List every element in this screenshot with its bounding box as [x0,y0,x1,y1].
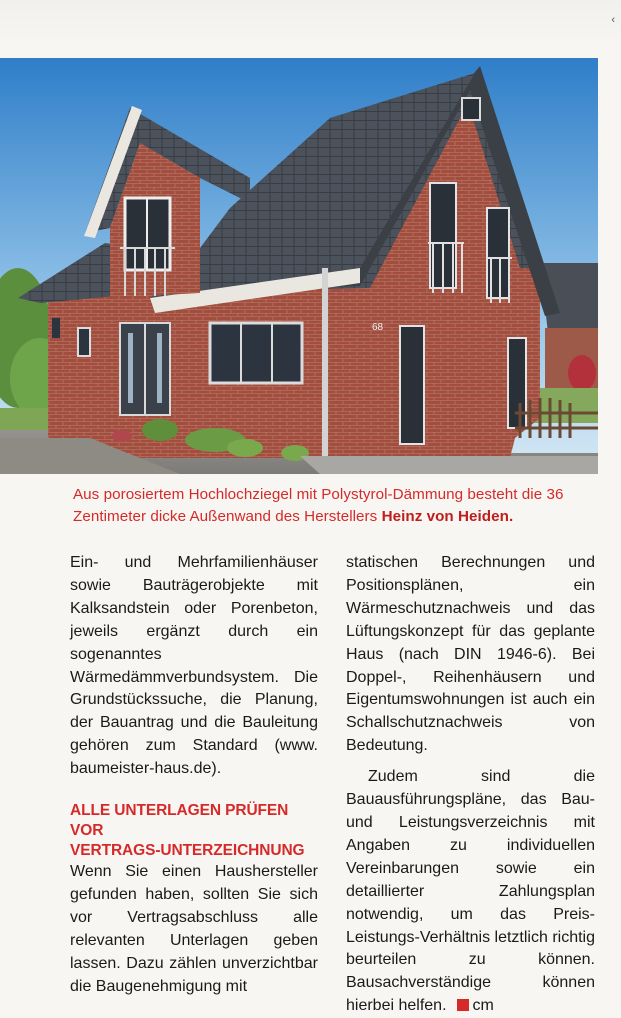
article-paragraph-final [346,766,595,1018]
section-heading [70,801,318,861]
article-column-left [70,552,318,999]
caption-text: Aus porosiertem Hochlochziegel mit Polystyrol-Dämmung besteht die 36 Zentimeter dicke Außenwand des Herstellers [73,486,564,525]
article-paragraph: Wenn Sie einen Haushersteller gefunden haben, sollten Sie sich vor Vertragsabschluss alle relevanten Unterlagen geben lassen. Dazu zählen unverzichtbar die Baugenehmigung mit [70,863,318,995]
house-number: 68 [372,322,384,333]
caption-manufacturer: Heinz von Heiden. [381,508,514,525]
section-heading-line: VERTRAGS-UNTERZEICHNUNG [70,842,305,860]
house-illustration [0,58,598,474]
house-photo [0,58,598,474]
page-number: ‹ [611,14,615,26]
author-initials: cm [472,997,494,1015]
article-paragraph-text: Zudem sind die Bauausführungspläne, das Bau- und Leistungsverzeichnis mit Angaben zu individuellen Vereinbarungen sowie ein detaillierter Zahlungsplan notwendig, um das Preis-Leistungs-Verhältnis letztlich richtig beurteilen zu können. Bausachverständige können hierbei helfen. [346,768,596,1015]
section-heading-line: ALLE UNTERLAGEN PRÜFEN VOR [70,802,289,840]
photo-caption [73,484,601,528]
end-of-article-square-icon [457,999,469,1011]
top-margin [0,0,621,40]
article-column-right [346,552,595,1018]
article-paragraph: statischen Berechnungen und Positionsplänen, ein Wärmeschutznachweis und das Lüftungskonzept für das geplante Haus (nach DIN 1946-6). Bei Doppel-, Reihenhäusern und Eigentumswohnungen ist auch ein Schallschutznachweis von Bedeutung. [346,554,595,755]
article-paragraph: Ein- und Mehrfamilienhäuser sowie Bauträgerobjekte mit Kalksandstein oder Porenbeton, jeweils ergänzt durch ein sogenanntes Wärmedämmverbundsystem. Die Grundstückssuche, die Planung, der Bauantrag und die Bauleitung gehören zum Standard (www. baumeister-haus.de). [70,554,318,778]
